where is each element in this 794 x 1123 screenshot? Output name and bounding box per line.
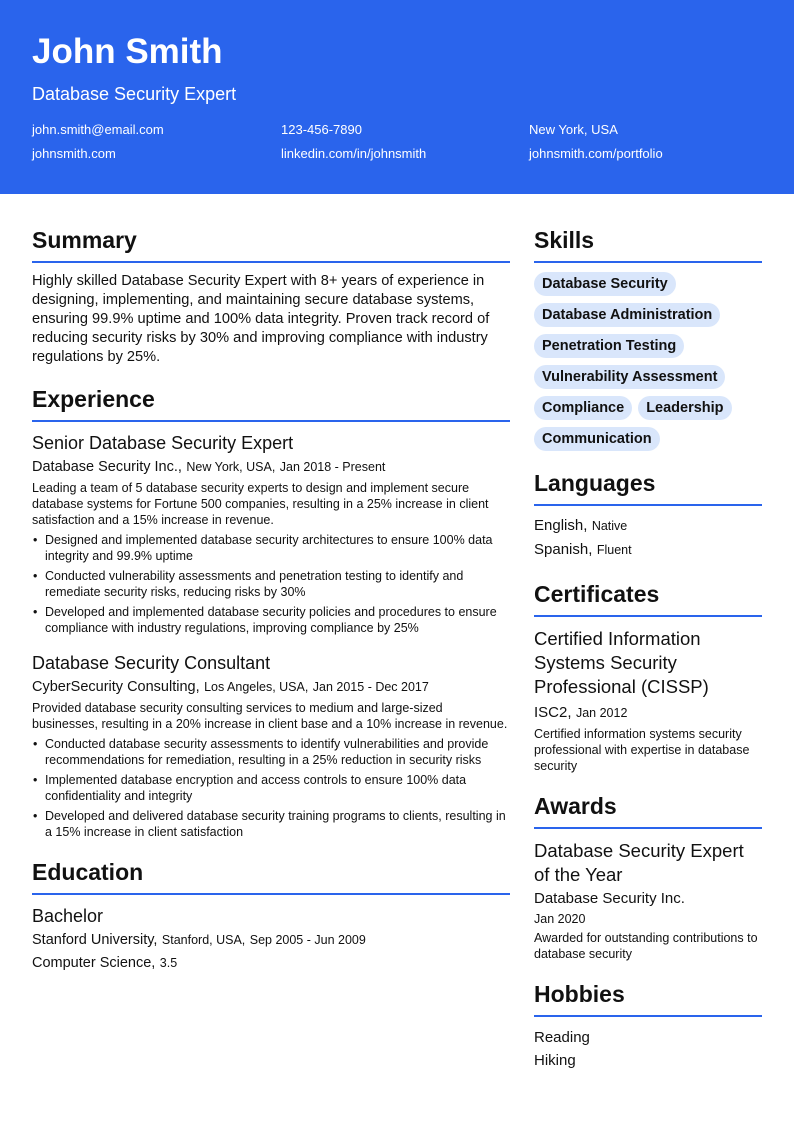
skills-heading: Skills [534, 226, 762, 263]
award-name: Database Security Expert of the Year [534, 840, 744, 885]
candidate-name: John Smith [32, 32, 223, 71]
hobbies-section [534, 980, 762, 1072]
summary-text: Highly skilled Database Security Expert with 8+ years of experience in designing, implementing, and maintaining secure database systems, ensuring 99.9% uptime and 100% data integrity. Proven track record of reducing security risks by 30% and improving compliance with industry regulations by 25%. [32, 273, 490, 365]
education-school: Stanford University, [32, 932, 158, 948]
skill-chip: Leadership [638, 396, 731, 420]
job-description: Provided database security consulting services to medium and large-sized businesses, resulting in a 20% increase in client base and a 10% increase in revenue. [32, 701, 508, 731]
job-bullet: • Developed and implemented database security policies and procedures to ensure compliance with industry regulations, improving compliance by 25% [32, 604, 510, 636]
languages-heading: Languages [534, 469, 762, 506]
certificate-meta [534, 703, 762, 723]
languages-section [534, 469, 762, 562]
candidate-role: Database Security Expert [32, 84, 237, 104]
skill-chip: Database Security [534, 272, 676, 296]
job-meta [32, 457, 510, 477]
hobbies-heading: Hobbies [534, 980, 762, 1017]
skill-chip: Compliance [534, 396, 632, 420]
education-gpa: 3.5 [159, 956, 178, 970]
job-dates: Jan 2018 - Present [279, 460, 386, 474]
skill-chip: Vulnerability Assessment [534, 365, 725, 389]
skill-chip: Penetration Testing [534, 334, 684, 358]
job-dates: Jan 2015 - Dec 2017 [312, 680, 429, 694]
side-column [534, 226, 762, 1090]
award-description: Awarded for outstanding contributions to database security [534, 931, 758, 961]
awards-section [534, 792, 762, 962]
job-entry [32, 432, 510, 636]
website-link[interactable]: johnsmith.com [32, 146, 116, 161]
job-company: Database Security Inc., [32, 459, 182, 475]
phone-number: 123-456-7890 [281, 122, 362, 137]
certificate-date: Jan 2012 [575, 706, 628, 720]
hobby-item: Reading [534, 1029, 590, 1046]
main-column [32, 226, 510, 991]
resume-header [0, 0, 794, 194]
summary-section [32, 226, 510, 367]
email-link[interactable]: john.smith@email.com [32, 122, 164, 137]
certificates-heading: Certificates [534, 580, 762, 617]
job-location: New York, USA, [186, 460, 276, 474]
job-title: Database Security Consultant [32, 653, 271, 673]
languages-list [534, 514, 762, 562]
language-item [534, 514, 762, 538]
skills-section [534, 226, 762, 451]
hobby-item: Hiking [534, 1052, 576, 1069]
job-bullet: • Conducted vulnerability assessments and penetration testing to identify and remediate security risks, reducing risks by 30% [32, 568, 510, 600]
certificates-section [534, 580, 762, 774]
job-title: Senior Database Security Expert [32, 433, 294, 453]
award-date: Jan 2020 [534, 912, 586, 926]
language-name: Spanish, [534, 541, 593, 558]
summary-heading: Summary [32, 226, 510, 263]
education-meta [32, 930, 510, 950]
education-heading: Education [32, 858, 510, 895]
hobbies-list [534, 1026, 762, 1072]
experience-heading: Experience [32, 385, 510, 422]
education-field-line [32, 953, 510, 973]
certificate-name: Certified Information Systems Security Professional (CISSP) [534, 628, 709, 697]
linkedin-link[interactable]: linkedin.com/in/johnsmith [281, 146, 427, 161]
education-entry [32, 905, 510, 973]
experience-section [32, 385, 510, 840]
certificate-description: Certified information systems security professional with expertise in database security [534, 727, 750, 773]
education-dates: Sep 2005 - Jun 2009 [249, 933, 366, 947]
education-location: Stanford, USA, [161, 933, 246, 947]
portfolio-link[interactable]: johnsmith.com/portfolio [529, 146, 663, 161]
job-bullets [32, 736, 510, 840]
job-bullet: • Developed and delivered database security training programs to clients, resulting in a 15% increase in client satisfaction [32, 808, 510, 840]
skill-chip: Database Administration [534, 303, 720, 327]
job-bullets [32, 532, 510, 636]
language-name: English, [534, 517, 588, 534]
job-meta [32, 677, 510, 697]
job-bullet: • Conducted database security assessments to identify vulnerabilities and provide recommendations for remediation, resulting in a 25% reduction in security risks [32, 736, 510, 768]
job-company: CyberSecurity Consulting, [32, 679, 200, 695]
skills-list [534, 272, 762, 451]
job-bullet: • Designed and implemented database security architectures to ensure 100% data integrity and 99.9% uptime [32, 532, 510, 564]
job-entry [32, 652, 510, 840]
education-degree: Bachelor [32, 906, 104, 926]
education-section [32, 858, 510, 973]
language-level: Fluent [596, 543, 632, 557]
education-field: Computer Science, [32, 955, 156, 971]
awards-heading: Awards [534, 792, 762, 829]
job-location: Los Angeles, USA, [204, 680, 309, 694]
certificate-issuer: ISC2, [534, 704, 572, 721]
skill-chip: Communication [534, 427, 660, 451]
language-level: Native [591, 519, 628, 533]
award-organization: Database Security Inc. [534, 890, 685, 907]
language-item [534, 538, 762, 562]
location-text: New York, USA [529, 122, 618, 137]
certificate-entry [534, 627, 762, 774]
award-entry [534, 839, 762, 962]
job-description: Leading a team of 5 database security experts to design and implement secure database systems for Fortune 500 companies, resulting in a 25% increase in client satisfaction and a 15% increase in revenue. [32, 481, 489, 527]
job-bullet: • Implemented database encryption and access controls to ensure 100% data confidentiality and integrity [32, 772, 510, 804]
